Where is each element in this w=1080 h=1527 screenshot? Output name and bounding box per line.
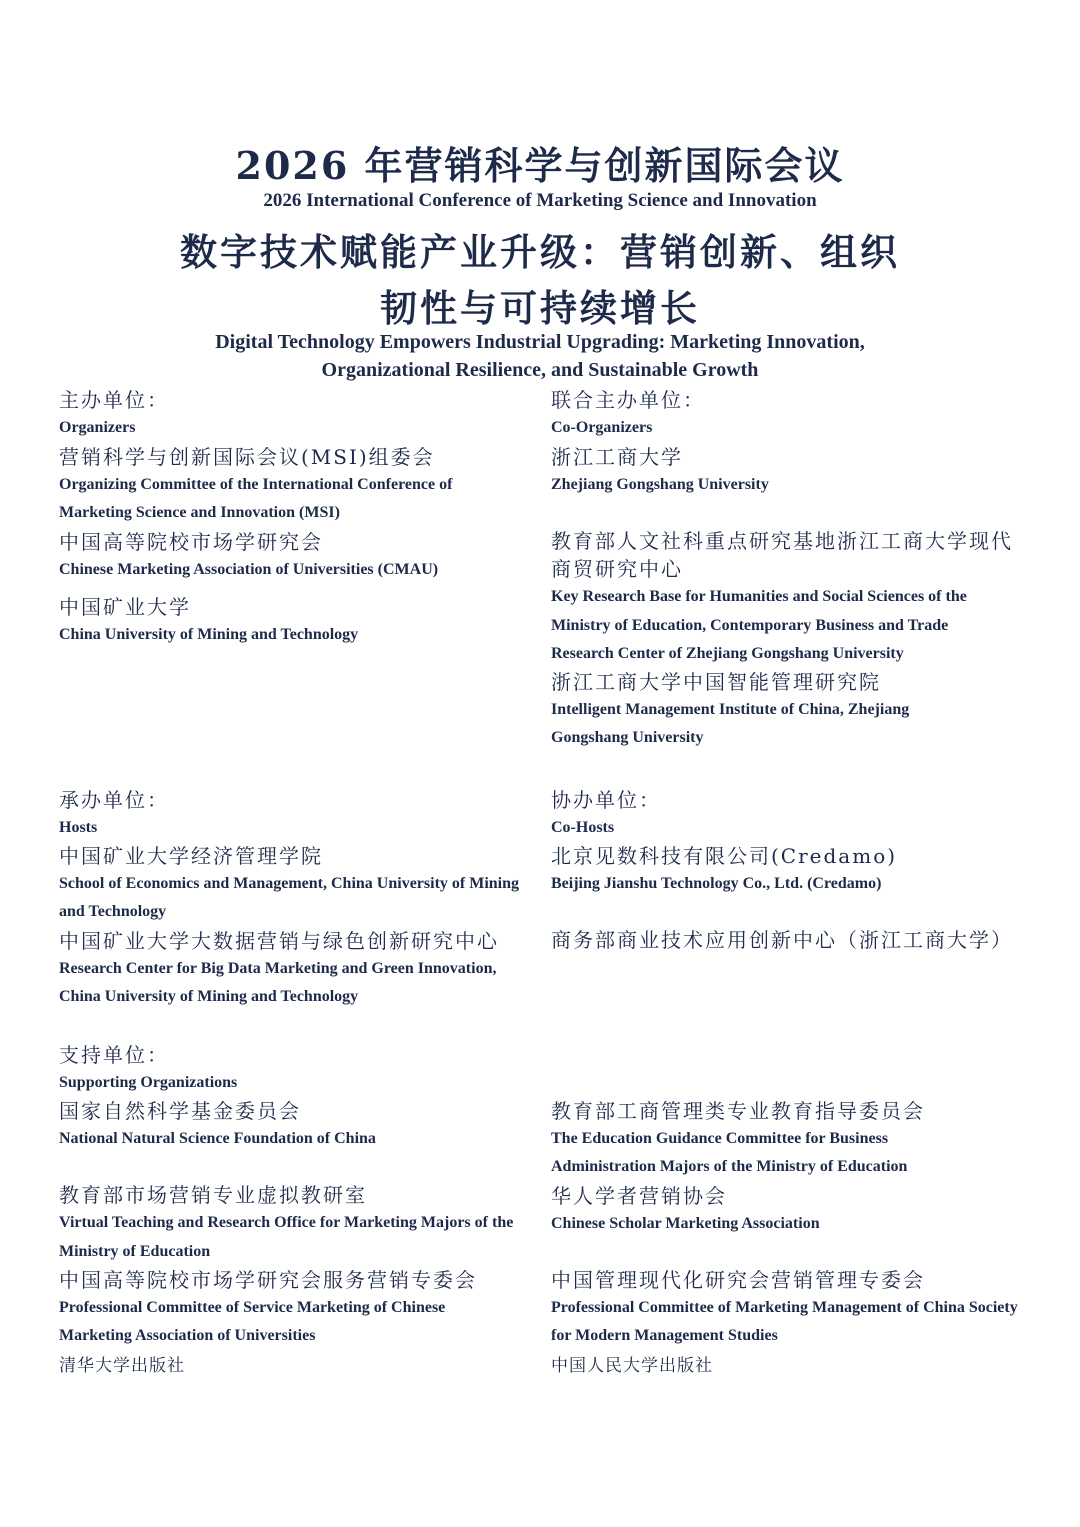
org-name-en: National Natural Science Foundation of China xyxy=(59,1130,376,1147)
theme-title-en-line1: Digital Technology Empowers Industrial Upgrading: Marketing Innovation, xyxy=(215,331,865,353)
org-name-en: Intelligent Management Institute of China, Zhejiang Gongshang University xyxy=(551,701,910,747)
org-name-cn: 国家自然科学基金委员会 xyxy=(59,1099,301,1123)
section-label-en: Organizers xyxy=(59,419,136,436)
org-name-en: China University of Mining and Technology xyxy=(59,625,359,643)
org-name-cn: 中国矿业大学经济管理学院 xyxy=(59,844,323,868)
org-name-en: Professional Committee of Marketing Management of China Society for Modern Management Studies xyxy=(551,1298,1018,1345)
supporting-section xyxy=(59,1041,539,1380)
org-name-cn: 北京见数科技有限公司(Credamo) xyxy=(551,844,898,868)
theme-title-cn-line2: 韧性与可持续增长 xyxy=(380,286,700,330)
org-name-cn: 教育部人文社科重点研究基地浙江工商大学现代商贸研究中心 xyxy=(551,529,1013,582)
org-name-en: Key Research Base for Humanities and Social Sciences of the Ministry of Education, Contemporary Business and Trade Research Center of Zhejiang Gongshang University xyxy=(551,588,967,662)
org-name-en: Research Center for Big Data Marketing and Green Innovation, China University of Mining and Technology xyxy=(59,959,497,1005)
org-name-en: Chinese Scholar Marketing Association xyxy=(551,1214,820,1232)
conference-title-cn: 2026 年营销科学与创新国际会议 xyxy=(235,143,845,188)
supporting-section-right xyxy=(551,1097,1031,1380)
org-name-en: Zhejiang Gongshang University xyxy=(551,476,769,493)
section-label-en: Supporting Organizations xyxy=(59,1074,238,1091)
co-organizers-section xyxy=(551,386,1031,753)
section-label-cn: 协办单位： xyxy=(551,788,661,812)
org-name-en: Organizing Committee of the International Conference of Marketing Science and Innovation (MSI) xyxy=(59,476,453,522)
section-label-cn: 承办单位： xyxy=(59,788,169,812)
section-label-cn: 主办单位： xyxy=(59,388,169,412)
section-label-cn: 支持单位： xyxy=(59,1043,169,1067)
org-name-cn: 中国矿业大学大数据营销与绿色创新研究中心 xyxy=(59,928,499,953)
org-name-en: Chinese Marketing Association of Universities (CMAU) xyxy=(59,560,439,578)
theme-title-en-line2: Organizational Resilience, and Sustainable Growth xyxy=(321,359,759,381)
org-name-cn: 中国高等院校市场学研究会 xyxy=(59,529,323,554)
hosts-section xyxy=(59,786,539,1011)
org-name-cn: 营销科学与创新国际会议(MSI)组委会 xyxy=(59,445,435,469)
org-name-cn: 中国高等院校市场学研究会服务营销专委会 xyxy=(59,1267,477,1292)
org-name-cn: 中国矿业大学 xyxy=(59,594,191,619)
org-name-cn: 教育部工商管理类专业教育指导委员会 xyxy=(551,1099,925,1123)
co-hosts-section xyxy=(551,786,1031,954)
org-name-cn: 中国管理现代化研究会营销管理专委会 xyxy=(551,1267,925,1292)
org-name-en: School of Economics and Management, China University of Mining and Technology xyxy=(59,875,520,921)
org-name-cn: 清华大学出版社 xyxy=(59,1356,185,1377)
org-name-cn: 中国人民大学出版社 xyxy=(551,1356,713,1377)
conference-title-en: 2026 International Conference of Marketing Science and Innovation xyxy=(263,190,817,211)
org-name-cn: 商务部商业技术应用创新中心（浙江工商大学） xyxy=(551,928,1013,953)
org-name-cn: 华人学者营销协会 xyxy=(551,1183,727,1208)
org-name-en: Beijing Jianshu Technology Co., Ltd. (Credamo) xyxy=(551,875,882,892)
section-label-en: Hosts xyxy=(59,819,98,836)
org-name-en: The Education Guidance Committee for Business Administration Majors of the Ministry of Education xyxy=(551,1130,908,1176)
section-label-cn: 联合主办单位： xyxy=(551,388,705,412)
org-name-en: Virtual Teaching and Research Office for Marketing Majors of the Ministry of Education xyxy=(59,1214,514,1260)
section-label-en: Co-Hosts xyxy=(551,819,615,836)
org-name-en: Professional Committee of Service Marketing of Chinese Marketing Association of Universities xyxy=(59,1298,446,1345)
org-name-cn: 教育部市场营销专业虚拟教研室 xyxy=(59,1183,367,1208)
theme-title-cn-line1: 数字技术赋能产业升级：营销创新、组织 xyxy=(180,230,900,274)
organizers-section xyxy=(59,386,539,649)
org-name-cn: 浙江工商大学 xyxy=(551,445,683,469)
org-name-cn: 浙江工商大学中国智能管理研究院 xyxy=(551,670,881,695)
section-label-en: Co-Organizers xyxy=(551,419,653,436)
